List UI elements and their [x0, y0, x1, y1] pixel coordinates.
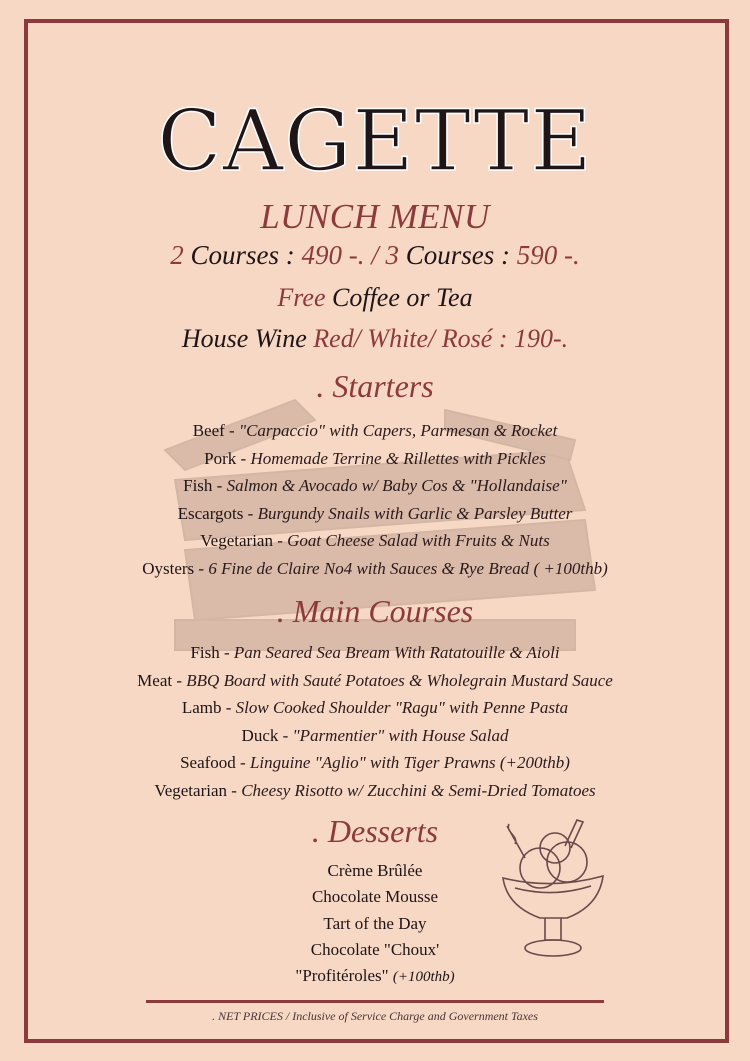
dish-category: Duck [241, 725, 279, 745]
dash-separator: - [172, 670, 187, 690]
dish-category: Meat [137, 670, 173, 690]
footer-note: . NET PRICES / Inclusive of Service Charge and Government Taxes [212, 1009, 538, 1023]
dish-description: "Carpaccio" with Capers, Parmesan & Rocket [238, 421, 558, 440]
starter-item [0, 417, 750, 445]
dish-description: Linguine "Aglio" with Tiger Prawns (+200thb) [249, 753, 570, 772]
dish-description: Pan Seared Sea Bream With Ratatouille & Aioli [233, 643, 560, 662]
three-course-price: 590 -. [516, 240, 580, 270]
dish-description: BBQ Board with Sauté Potatoes & Wholegrain Mustard Sauce [186, 670, 613, 690]
dash-separator: - [272, 531, 288, 550]
dessert-name: Crème Brûlée [327, 861, 423, 880]
course-pricing [0, 240, 750, 271]
dash-separator: - [194, 558, 209, 578]
mains-list [0, 639, 750, 804]
dessert-name: Tart of the Day [323, 913, 427, 933]
dish-category: Lamb [181, 698, 222, 717]
dish-category: Fish [183, 476, 213, 495]
dessert-item [0, 963, 750, 989]
desserts-list [0, 858, 750, 989]
starter-item [0, 500, 750, 528]
dish-description: Goat Cheese Salad with Fruits & Nuts [287, 531, 550, 550]
dessert-item [0, 937, 750, 963]
section-desserts: . Desserts [311, 813, 439, 849]
cagette-logo [157, 80, 593, 190]
coffee-line [0, 283, 750, 313]
section-main-courses: . Main Courses [276, 593, 474, 629]
dish-category: Beef [192, 421, 225, 440]
dash-separator: - [221, 698, 236, 717]
dash-separator: - [236, 448, 251, 468]
dessert-name: Chocolate "Choux' [310, 939, 440, 959]
dish-category: Vegetarian [154, 780, 228, 800]
dessert-name: Chocolate Mousse [311, 887, 439, 907]
dash-separator: - [219, 643, 234, 662]
main-course-item [0, 777, 750, 805]
starter-item [0, 445, 750, 473]
footer-divider [146, 1000, 604, 1003]
three-course-label: Courses : [405, 240, 511, 270]
dish-category: Escargots [177, 503, 244, 523]
main-course-item [0, 667, 750, 695]
starter-item [0, 527, 750, 555]
dish-category: Fish [190, 643, 220, 662]
dish-category: Pork [204, 448, 237, 468]
main-course-item [0, 694, 750, 722]
wine-line [0, 324, 750, 354]
dish-description: Homemade Terrine & Rillettes with Pickles [250, 448, 546, 468]
starter-item [0, 472, 750, 500]
dish-category: Oysters [142, 558, 195, 578]
dash-separator: - [212, 476, 227, 495]
dessert-name: "Profitéroles" [295, 966, 389, 986]
dish-description: Cheesy Risotto w/ Zucchini & Semi-Dried Tomatoes [241, 780, 596, 800]
main-course-item [0, 639, 750, 667]
dash-separator: - [243, 503, 258, 523]
dash-separator: - [278, 725, 293, 745]
dish-description: "Parmentier" with House Salad [292, 725, 509, 745]
main-course-item [0, 749, 750, 777]
two-course-label: Courses : [190, 240, 295, 270]
dish-description: Slow Cooked Shoulder "Ragu" with Penne Pasta [235, 698, 569, 717]
main-course-item [0, 722, 750, 750]
dish-description: 6 Fine de Claire No4 with Sauces & Rye Bread ( +100thb) [208, 558, 608, 578]
wine-label: House Wine [181, 324, 307, 353]
dish-category: Vegetarian [200, 531, 273, 550]
starter-item [0, 555, 750, 583]
ice-cream-sundae-icon [495, 818, 610, 963]
dessert-item [0, 858, 750, 884]
dash-separator: - [224, 421, 239, 440]
wine-accent: Red/ White/ Rosé : 190-. [313, 324, 569, 353]
dessert-item [0, 884, 750, 910]
section-starters: . Starters [316, 368, 434, 404]
dash-separator: - [235, 753, 250, 772]
starters-list [0, 417, 750, 582]
dash-separator: - [227, 780, 242, 800]
dessert-surcharge: (+100thb) [392, 969, 455, 986]
course-separator: / [371, 240, 379, 270]
coffee-text: Coffee or Tea [332, 283, 473, 312]
dish-category: Seafood [180, 753, 236, 772]
dish-description: Burgundy Snails with Garlic & Parsley Butter [257, 503, 573, 523]
two-course-price: 490 -. [301, 240, 365, 270]
coffee-accent: Free [277, 283, 326, 312]
svg-text:CAGETTE: CAGETTE [157, 92, 593, 190]
dish-description: Salmon & Avocado w/ Baby Cos & "Hollandaise" [226, 476, 567, 495]
three-course-count: 3 [385, 240, 399, 270]
menu-title: LUNCH MENU [260, 197, 490, 236]
two-course-count: 2 [170, 240, 184, 270]
dessert-item [0, 911, 750, 937]
